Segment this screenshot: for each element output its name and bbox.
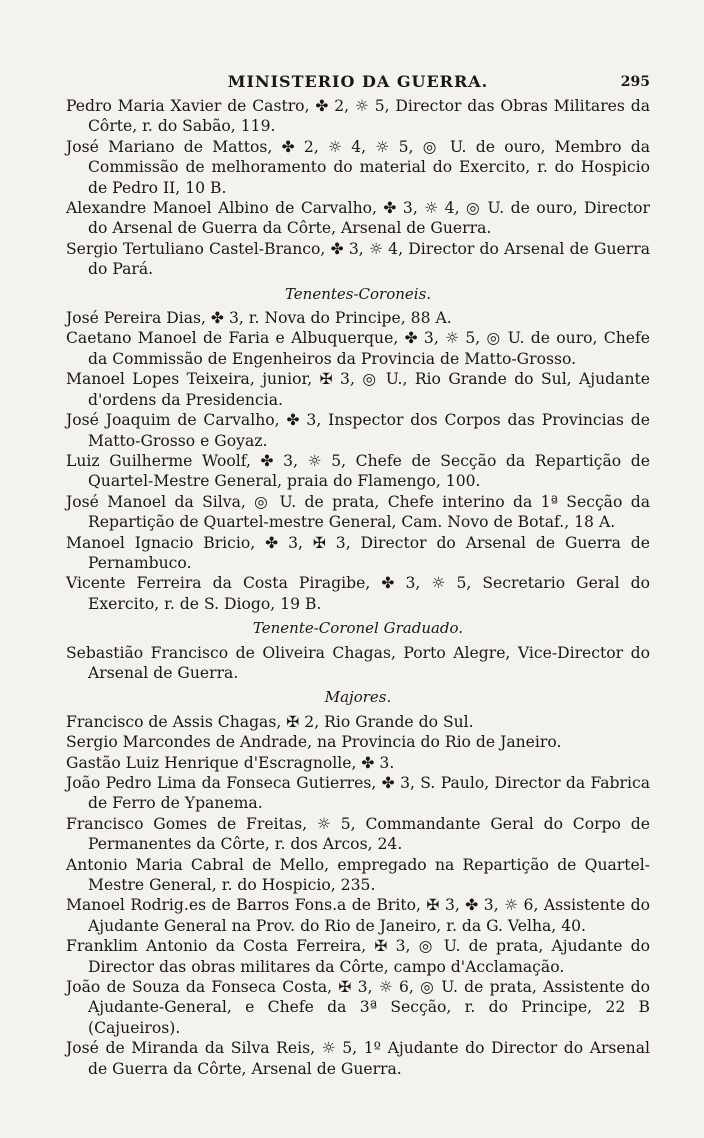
officer-entry: Vicente Ferreira da Costa Piragibe, ✤ 3, ☼ 5, Secretario Geral do Exercito, r. de S. Diogo, 19 B. — [66, 574, 650, 613]
officer-entry: José Pereira Dias, ✤ 3, r. Nova do Principe, 88 A. — [66, 309, 452, 328]
section-heading: Majores. — [324, 688, 392, 707]
officer-entry: João Pedro Lima da Fonseca Gutierres, ✤ 3, S. Paulo, Director da Fabrica de Ferro de Ypanema. — [66, 774, 650, 813]
running-header — [66, 72, 650, 96]
officer-entry: João de Souza da Fonseca Costa, ✠ 3, ☼ 6, ◎ U. de prata, Assistente do Ajudante-General, e Chefe da 3ª Secção, r. do Principe, 22 B (Cajueiros). — [66, 978, 650, 1037]
officer-entry: Franklim Antonio da Costa Ferreira, ✠ 3, ◎ U. de prata, Ajudante do Director das obras militares da Côrte, campo d'Acclamação. — [66, 937, 650, 976]
officer-entry: Manoel Ignacio Bricio, ✤ 3, ✠ 3, Director do Arsenal de Guerra de Pernambuco. — [66, 533, 650, 572]
officer-entry: Sebastião Francisco de Oliveira Chagas, Porto Alegre, Vice-Director do Arsenal de Guerra. — [66, 643, 650, 682]
officer-entry: José Manoel da Silva, ◎ U. de prata, Chefe interino da 1ª Secção da Repartição de Quartel-mestre General, Cam. Novo de Botaf., 18 A. — [66, 492, 650, 532]
officer-entry: José Joaquim de Carvalho, ✤ 3, Inspector dos Corpos das Provincias de Matto-Grosso e Goyaz. — [66, 411, 650, 450]
officer-entry: Francisco Gomes de Freitas, ☼ 5, Commandante Geral do Corpo de Permanentes da Côrte, r. dos Arcos, 24. — [66, 814, 650, 854]
officer-entry: Sergio Marcondes de Andrade, na Provincia do Rio de Janeiro. — [66, 733, 562, 752]
officer-entry: Manoel Rodrig.es de Barros Fons.a de Brito, ✠ 3, ✤ 3, ☼ 6, Assistente do Ajudante General na Prov. do Rio de Janeiro, r. da G. Velha, 40. — [66, 896, 650, 935]
section-heading: Tenentes-Coroneis. — [284, 284, 432, 303]
officer-entry: Francisco de Assis Chagas, ✠ 2, Rio Grande do Sul. — [66, 712, 474, 731]
page-number: 295 — [620, 74, 650, 90]
officer-entry: José de Miranda da Silva Reis, ☼ 5, 1º Ajudante do Director do Arsenal de Guerra da Côrte, Arsenal de Guerra. — [66, 1039, 650, 1078]
officer-entry: Pedro Maria Xavier de Castro, ✤ 2, ☼ 5, Director das Obras Militares da Côrte, r. do Sabão, 119. — [66, 97, 650, 136]
officer-entry: Manoel Lopes Teixeira, junior, ✠ 3, ◎ U., Rio Grande do Sul, Ajudante d'ordens da Presidencia. — [66, 370, 650, 409]
section-heading: Tenente-Coronel Graduado. — [252, 619, 464, 638]
entries-list — [66, 96, 650, 1079]
officer-entry: Alexandre Manoel Albino de Carvalho, ✤ 3, ☼ 4, ◎ U. de ouro, Director do Arsenal de Guerra da Côrte, Arsenal de Guerra. — [66, 199, 650, 238]
officer-entry: Gastão Luiz Henrique d'Escragnolle, ✤ 3. — [66, 753, 395, 772]
officer-entry: Sergio Tertuliano Castel-Branco, ✤ 3, ☼ 4, Director do Arsenal de Guerra do Pará. — [66, 239, 650, 279]
officer-entry: Antonio Maria Cabral de Mello, empregado na Repartição de Quartel-Mestre General, r. do Hospicio, 235. — [66, 855, 650, 895]
officer-entry: Caetano Manoel de Faria e Albuquerque, ✤ 3, ☼ 5, ◎ U. de ouro, Chefe da Commissão de Engenheiros da Provincia de Matto-Grosso. — [66, 329, 650, 368]
page-title: MINISTERIO DA GUERRA. — [227, 72, 489, 91]
officer-entry: José Mariano de Mattos, ✤ 2, ☼ 4, ☼ 5, ◎ U. de ouro, Membro da Commissão de melhoramento do material do Exercito, r. do Hospicio de Pedro II, 10 B. — [66, 137, 650, 197]
officer-entry: Luiz Guilherme Woolf, ✤ 3, ☼ 5, Chefe de Secção da Repartição de Quartel-Mestre General, praia do Flamengo, 100. — [66, 451, 650, 491]
